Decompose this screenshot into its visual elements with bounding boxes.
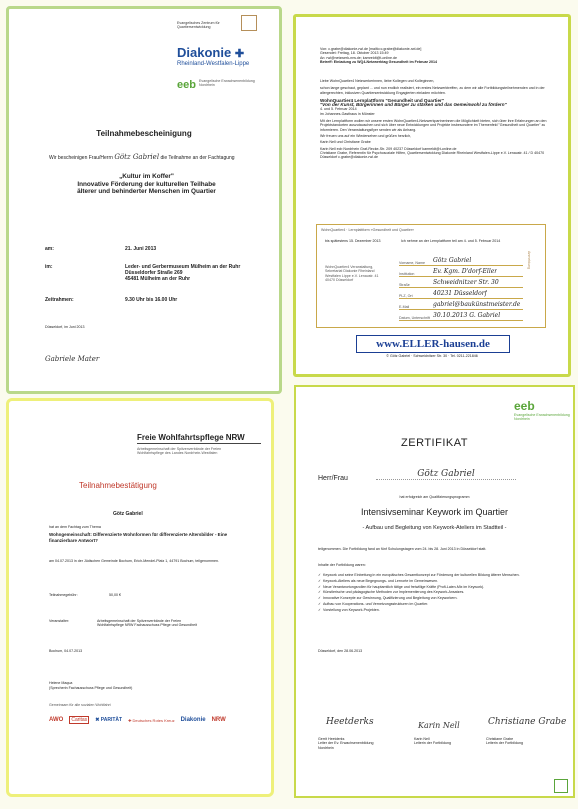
intro-text: hat an dem Fachtag zum Thema: [49, 525, 101, 529]
signer-1: Gerrit Heetderks Leiter der Ev. Erwachsenenbildung Nordrhein: [318, 737, 374, 750]
org-title: Freie Wohlfahrtspflege NRW: [137, 433, 245, 442]
signer-role: (Sprecherin Fachausschuss Pflege und Gesundheit): [49, 686, 133, 690]
website-banner[interactable]: www.ELLER-hausen.de: [356, 335, 510, 353]
form-row-label: PLZ, Ort: [399, 293, 413, 298]
nrw-logo: NRW: [211, 717, 226, 723]
form-address: WohnQuartier4 Veranstaltung, Sekretariat Diakonie Rheinland Westfalen Lippe e.V. Lenaustr. 41 40470 Düsseldorf: [325, 265, 379, 282]
organizer-label: Veranstalter:: [49, 619, 70, 623]
signature-2: Karin Nell: [418, 721, 460, 730]
event-date: 21. Juni 2013: [125, 246, 157, 252]
content-intro: Inhalte der Fortbildung waren:: [318, 563, 366, 567]
label-time: Zeitrahmen:: [45, 297, 74, 303]
member-logos: [49, 713, 259, 727]
paritaet-logo: ✖ PARITÄT: [95, 717, 123, 723]
form-row: [399, 277, 523, 288]
footer: © Götz Gabriel · Schweidnitzer Str. 30 · Tel. 0211-221846: [386, 354, 478, 358]
program-title: Intensivseminar Keywork im Quartier: [360, 507, 509, 517]
eeb-logo: eeb: [514, 399, 535, 413]
form-row-value: Schweidnitzer Str. 30: [433, 279, 499, 286]
form-option: Ich nehme an der Lernplattform teil am 4. und 5. Februar 2014: [401, 239, 501, 243]
caritas-logo: Caritas: [71, 717, 88, 723]
topic: Wohngemeinschaft: Differenzierte Wohnformen für differenzierte Altersbilder - Eine finanzierbare Antwort?: [49, 532, 228, 543]
content-item: ✓ Vorstellung von Keywork-Projekten.: [318, 607, 380, 612]
check-icon: ✓: [318, 596, 322, 601]
organizer-value: Arbeitsgemeinschaft der Spitzenverbände der Freien Wohlfahrtspflege NRW Fachausschuss Pflege und Gesundheit: [97, 619, 197, 628]
zertifikat-keywork: [294, 385, 575, 798]
content-item: ✓ Aufbau von Kooperations- und Vernetzungsstrukturen im Quartier.: [318, 601, 429, 606]
event-title: „Kultur im Koffer" Innovative Förderung der kulturellen Teilhabe älterer und behinderter Menschen im Quartier: [77, 173, 216, 196]
form-row: [399, 299, 523, 310]
form-row-label: E-Mail: [399, 304, 410, 309]
check-icon: ✓: [318, 590, 322, 595]
signer-3: Christiane Grabe Leiterin der Fortbildung: [486, 737, 523, 746]
content-list: [318, 573, 563, 614]
label-date: am:: [45, 246, 54, 252]
check-icon: ✓: [318, 584, 322, 589]
signature-3: Christiane Grabe: [488, 717, 567, 727]
fee-label: Teilnahmegebühr:: [49, 593, 78, 597]
participation-confirmation: [6, 398, 274, 797]
participant-name: Götz Gabriel: [376, 469, 516, 480]
date-text: am 04.07.2013 in der Jüdischen Gemeinde Bochum, Erich-Mendel-Platz 1, 44791 Bochum, teilgenommen.: [49, 559, 219, 563]
check-icon: ✓: [318, 607, 322, 612]
diakonie-sub: Rheinland-Westfalen-Lippe: [177, 61, 250, 67]
org-sub: Arbeitsgemeinschaft der Spitzenverbände der Freien Wohlfahrtspflege des Landes Nordrhein-Westfalen: [137, 447, 222, 456]
check-icon: ✓: [318, 573, 322, 577]
awo-logo: AWO: [49, 717, 64, 723]
form-row-value: 40231 Düsseldorf: [433, 290, 487, 297]
fee-value: 50,00 €: [109, 593, 121, 597]
content-item: ✓ Neue Verantwortungsrollen für hauptamtlich tätige und freiwillige Kräfte (Profi-Laien-Mix im Keywork).: [318, 584, 485, 589]
org-logo-icon: [241, 15, 257, 31]
place-date: Bochum, 04.07.2013: [49, 649, 83, 653]
stamp-icon: [554, 779, 568, 793]
salutation: Herr/Frau: [318, 475, 348, 482]
check-icon: ✓: [318, 601, 322, 606]
program-subtitle: - Aufbau und Begleitung von Keywork-Ateliers im Stadtteil -: [362, 525, 507, 531]
email-header: Von: c.grabe@diakonie-rwl.de [mailto:c.grabe@diakonie-rwl.de] Gesendet: Freitag, 18. Oktober 2013 15:49 An: rwl@netzwerk-nrw.de; kamreldt@t-online.de Betreff: Einladung zu WQ4-Netzwerktag Gesundheit im Februar 2014: [320, 47, 438, 64]
form-row: [399, 310, 523, 321]
doc-title: Teilnahmebestätigung: [79, 481, 157, 490]
header-org: Evangelisches Zentrum für Quartiersentwicklung: [177, 21, 220, 30]
form-row: [399, 288, 523, 299]
content-item: ✓ Keywork und seine Einbettung in ein europäisches Gesamtkonzept zur Förderung der kulturellen Bildung älterer Menschen.: [318, 573, 520, 577]
form-row: [399, 255, 523, 266]
footer-note: Gemeinsam für alle sozialen Wohlfahrt: [49, 703, 111, 707]
form-row-value: Götz Gabriel: [433, 257, 472, 264]
issued-line: Düsseldorf, im Juni 2013: [45, 325, 85, 329]
eeb-logo: eeb: [177, 79, 196, 91]
content-item: ✓ Innovative Konzepte zur Gewinnung, Qualifizierung und Begleitung von Keyworkern.: [318, 596, 458, 601]
drk-logo: ✚ Deutsches Rotes Kreuz: [128, 717, 175, 723]
eeb-text: Evangelische Erwachsenenbildung Nordrhein: [199, 79, 255, 88]
form-side-label: Anmeldung: [527, 251, 531, 270]
signature: Gabriele Mater: [45, 355, 100, 363]
form-row: [399, 266, 523, 277]
form-deadline: bis spätestens 15. Dezember 2013: [325, 239, 381, 243]
completed-text: hat erfolgreich am Qualifizierungsprogramm: [399, 495, 470, 499]
form-row-label: Straße: [399, 282, 410, 287]
certificate-title: Teilnahmebescheinigung: [96, 129, 192, 138]
form-header: WohnQuartier4 · Lernplattform »Gesundheit und Quartier«: [321, 228, 415, 232]
signer-2: Karin Nell Leiterin der Fortbildung: [414, 737, 451, 746]
form-row-value: Ev. Kgm. D'dorf-Eller: [433, 268, 498, 275]
participant-name: Götz Gabriel: [114, 153, 160, 161]
event-time: 9.30 Uhr bis 16.00 Uhr: [125, 297, 178, 303]
check-icon: ✓: [318, 578, 322, 583]
content-item: ✓ Keywork-Ateliers als neue Begegnungs- und Lernorte im Gemeinwesen.: [318, 578, 439, 583]
form-row-label: Datum, Unterschrift: [399, 315, 430, 320]
place-date: Düsseldorf, den 28.06.2013: [318, 649, 363, 653]
form-row-value: gabriel@baukünstmeister.de: [433, 301, 521, 308]
form-row-label: Institution: [399, 271, 415, 276]
label-place: im:: [45, 264, 53, 270]
email-body: Liebe WohnQuartier4 Netzwerkerinnen, liebe Kollegen und Kolleginnen, schon lange geschaut, geplant ... und nun endlich realisiert, ein erstes Netzwerktreffen, zu dem wir alle Fortbildungsteilnehmenden und in der allergerechten, inklusiven Quartiersentwicklung Engagierten einladen möchten. WohnQuartier4 Lernplattform "Gesundheit und Quartier" "Von der Kunst, Bürgerinnen und Bürger zu stärken und das Gemeinwohl zu fördern" 4. und 5. Februar 2014 im Johannes-Gasthaus in Münster Mit der Lernplattform wollen wir unsere ersten WohnQuartier4-Netzwerkpartnerinnen die Möglichkeit bieten, sich über ihre Erfahrungen an den Projektstandorten auszutauschen und sich über neue Entwicklungen und Projekte insbesondere im Themenfeld "Gesundheit und Quartier" zu informieren. Den Veranstaltungsflyer senden wir als Anhang. Wir freuen uns auf ein Wiedersehen und grüßen herzlich, Karin Nell und Christiane Grabe Karin Nell ecb Nordrhein Graf-Recke-Str. 209 40237 Düsseldorf kamreldt@t-online.de Christiane Grabe, Referentin für Psychosoziale Hilfen, Quartiersentwicklung Diakonie Rheinland Westfalen-Lippe e.V. Lenaustr. 41 / D 40470 Düsseldorf c.grabe@diakonie-rwl.de: [320, 79, 547, 160]
content-item: ✓ Künstlerische und pädagogische Methoden zur Implementierung des Keywork-Ansatzes.: [318, 590, 465, 595]
header-rule: [137, 443, 261, 444]
form-rows: [399, 255, 523, 321]
signature-1: Heetderks: [326, 717, 374, 727]
cert-title: ZERTIFIKAT: [401, 437, 468, 449]
form-row-value: 30.10.2013 G. Gabriel: [433, 312, 501, 319]
registration-form: [316, 224, 546, 328]
signer-name: Helene Maqua: [49, 681, 73, 685]
event-place: Leder- und Gerbermuseum Mülheim an der Ruhr Düsseldorfer Straße 269 45481 Mülheim an der Ruhr: [125, 264, 241, 282]
dates-text: teilgenommen. Die Fortbildung fand an fünf Schulungstagen vom 24. bis 28. Juni 2013 in Düsseldorf statt.: [318, 547, 487, 551]
eeb-sub: Evangelische Erwachsenenbildung Nordrhein: [514, 413, 570, 422]
email-invitation: [293, 14, 571, 377]
form-row-label: Vorname, Name: [399, 260, 425, 265]
participant-name: Götz Gabriel: [113, 511, 143, 517]
certificate-kultur-im-koffer: [6, 6, 282, 394]
diakonie-logo: Diakonie ✚: [177, 45, 245, 60]
diakonie-logo: Diakonie: [180, 717, 206, 723]
certify-line: Wir bescheinigen Frau/Herrn Götz Gabriel die Teilnahme an der Fachtagung: [49, 153, 235, 161]
